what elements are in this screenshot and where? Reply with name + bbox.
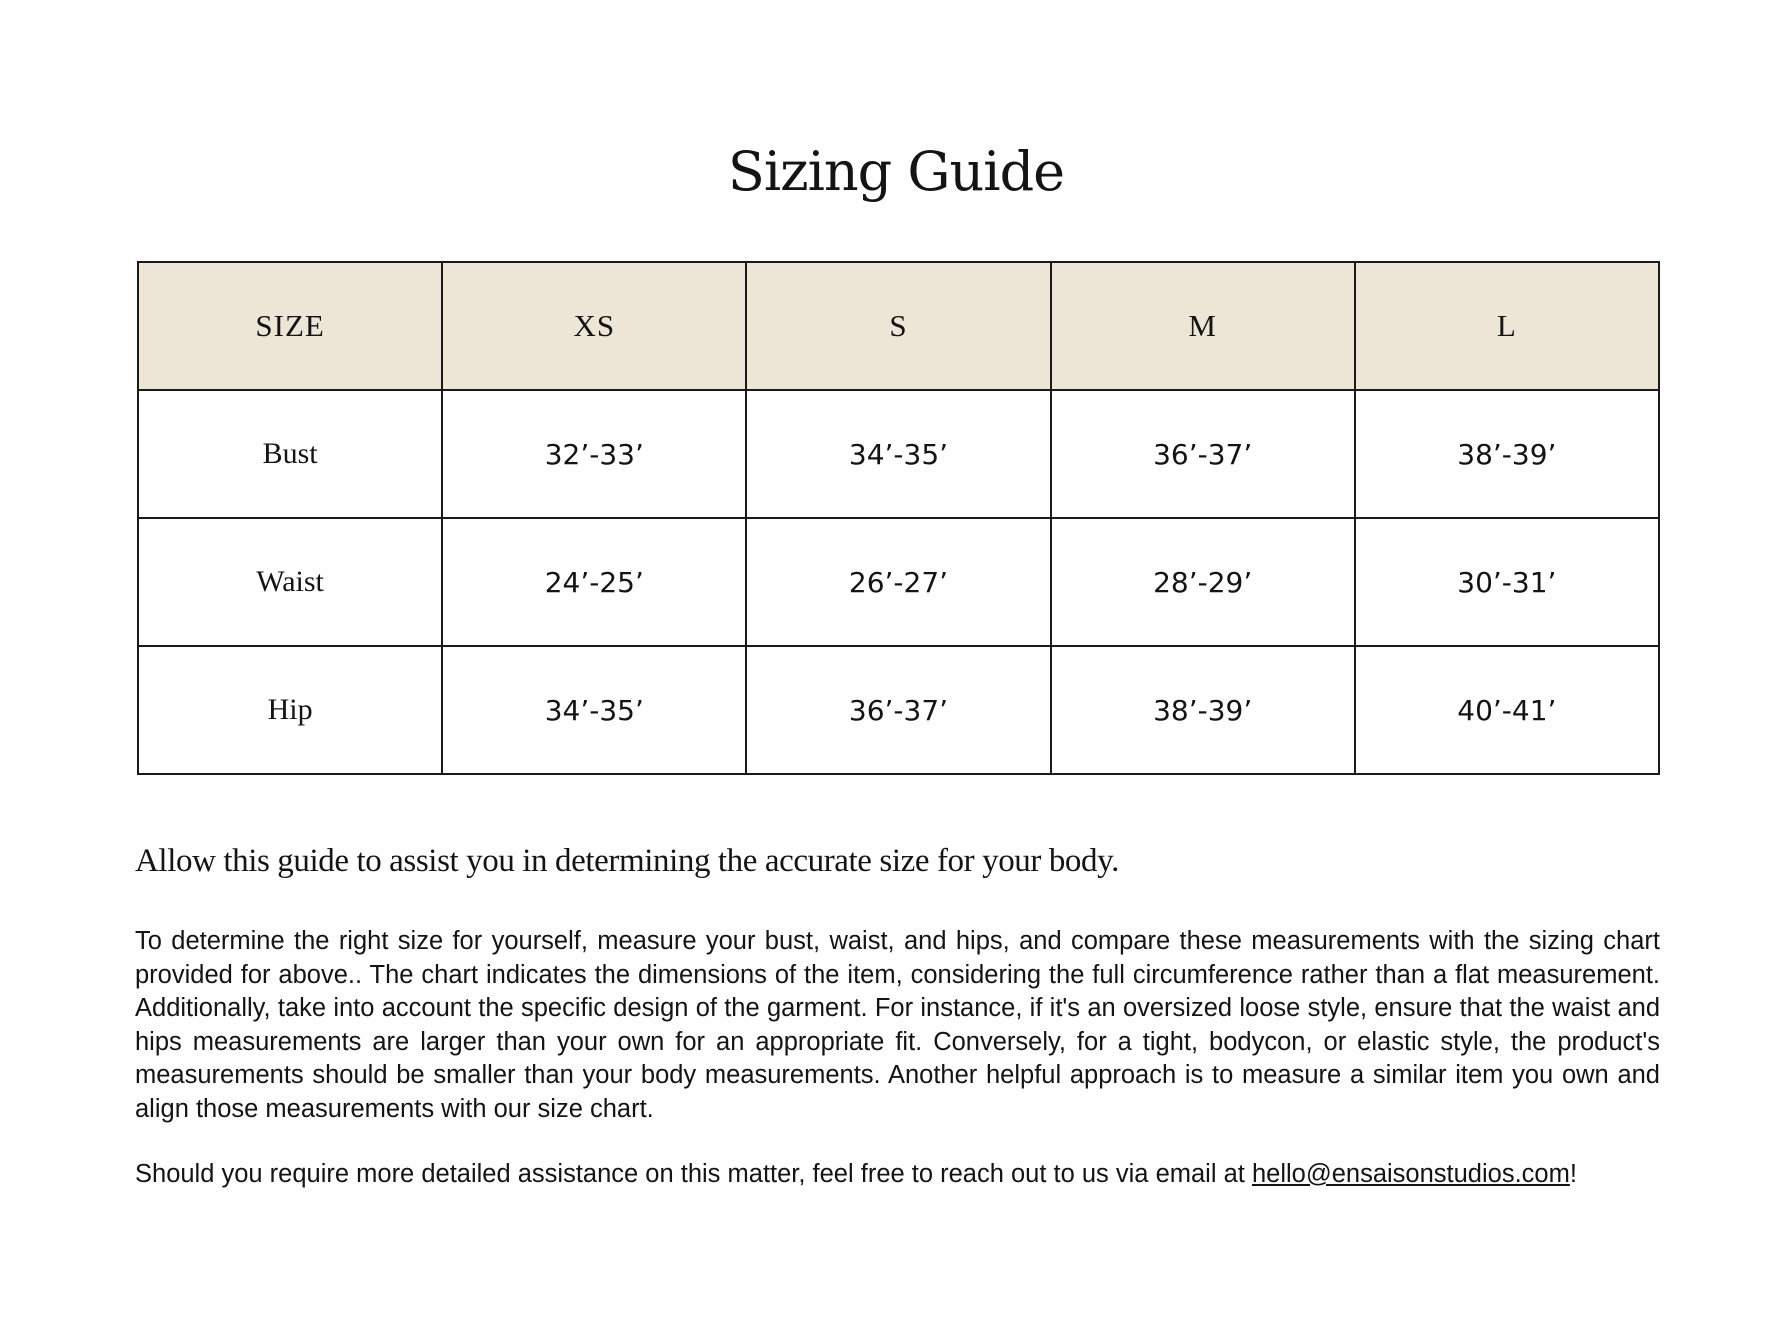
waist-s: 26’-27’ [746,518,1050,646]
hip-l: 40’-41’ [1355,646,1659,774]
email-link[interactable]: hello@ensaisonstudios.com [1251,1160,1570,1188]
bust-xs: 32’-33’ [442,390,746,518]
waist-m: 28’-29’ [1051,518,1355,646]
table-row-bust [138,390,1659,518]
instructions-paragraph: To determine the right size for yourself, measure your bust, waist, and hips, and compare these measurements with the sizing chart provided for above.. The chart indicates the dimensions of the item, considering the full circumference rather than a flat measurement. Additionally, take into account the specific design of the garment. For instance, if it's an oversized loose style, ensure that the waist and hips measurements are larger than your own for an appropriate fit. Conversely, for a tight, bodycon, or elastic style, the product's measurements should be smaller than your body measurements. Another helpful approach is to measure a similar item you own and align those measurements with our size chart. [135,927,1660,1123]
header-l: L [1355,262,1659,390]
row-label-bust: Bust [138,390,442,518]
contact-prefix: Should you require more detailed assistance on this matter, feel free to reach out to us via email at [135,1160,1252,1188]
hip-m: 38’-39’ [1051,646,1355,774]
header-m: M [1051,262,1355,390]
table-row-hip [138,646,1659,774]
waist-l: 30’-31’ [1355,518,1659,646]
table-header-row [138,262,1659,390]
header-xs: XS [442,262,746,390]
contact-paragraph [135,1158,1695,1192]
contact-suffix: ! [1569,1160,1577,1188]
hip-s: 36’-37’ [746,646,1050,774]
header-size: SIZE [138,262,442,390]
hip-xs: 34’-35’ [442,646,746,774]
waist-xs: 24’-25’ [442,518,746,646]
intro-text: Allow this guide to assist you in determining the accurate size for your body. [135,843,1119,879]
row-label-waist: Waist [138,518,442,646]
header-s: S [746,262,1050,390]
bust-s: 34’-35’ [746,390,1050,518]
bust-l: 38’-39’ [1355,390,1659,518]
bust-m: 36’-37’ [1051,390,1355,518]
page-title: Sizing Guide [727,140,1065,203]
row-label-hip: Hip [138,646,442,774]
sizing-table [137,261,1660,775]
table-row-waist [138,518,1659,646]
